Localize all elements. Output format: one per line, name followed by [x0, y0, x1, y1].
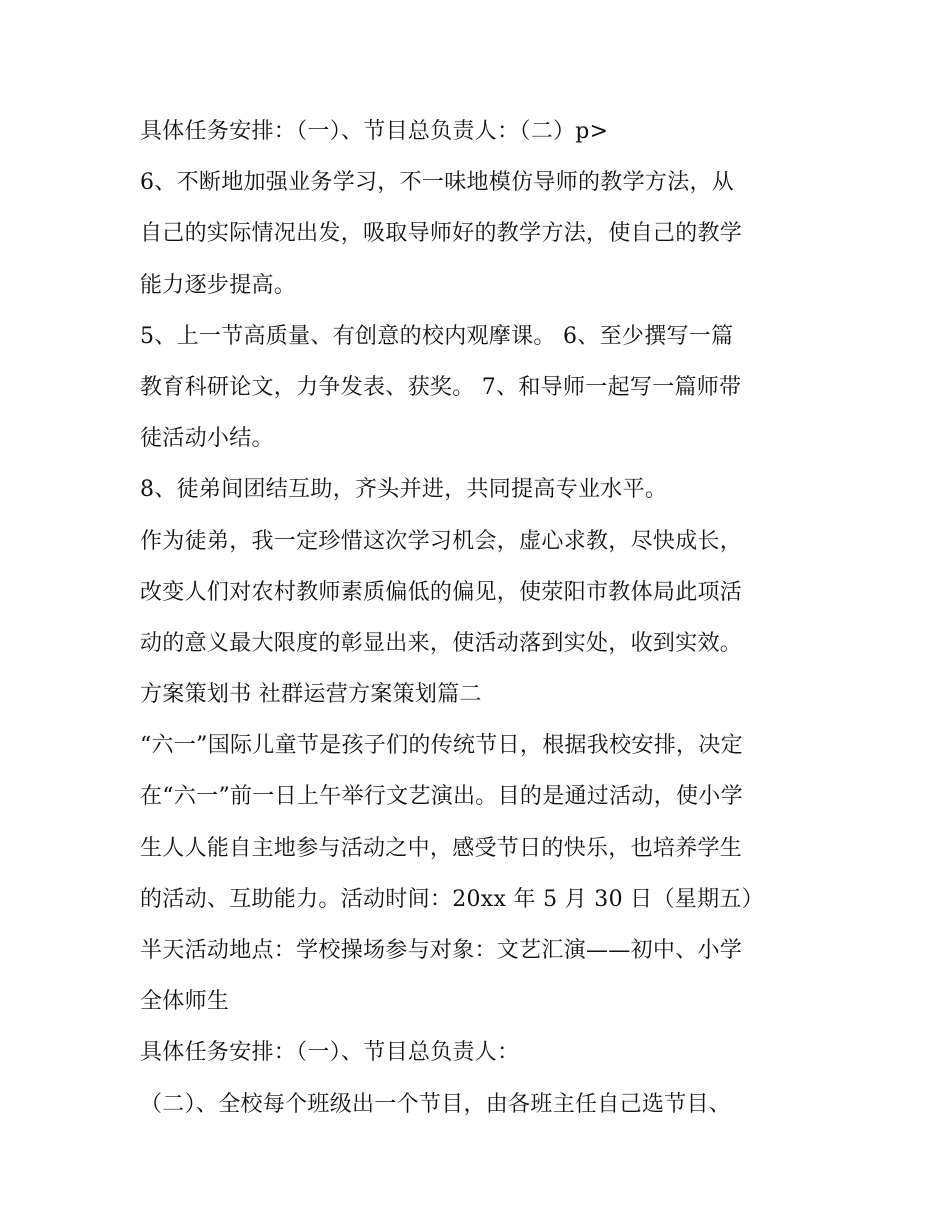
text-line-10: 改变人们对农村教师素质偏低的偏见，使荥阳市教体局此项活 — [140, 579, 743, 605]
text-line-20: （二）、全校每个班级出一个节目，由各班主任自己选节目、 — [140, 1091, 732, 1117]
text-line-8: 8、徒弟间团结互助，齐头并进，共同提高专业水平。 — [140, 477, 668, 503]
text-line-3: 自己的实际情况出发，吸取导师好的教学方法，使自己的教学 — [140, 221, 743, 247]
text-line-19: 具体任务安排：（一）、节目总负责人： — [140, 1040, 520, 1066]
document-body — [140, 106, 820, 1130]
text-line-4: 能力逐步提高。 — [140, 272, 297, 298]
text-line-7: 徒活动小结。 — [140, 426, 274, 452]
text-line-1: 具体任务安排：（一）、节目总负责人：（二）p> — [140, 119, 609, 144]
text-line-14: 在“六一”前一日上午举行文艺演出。目的是通过活动，使小学 — [140, 784, 743, 810]
text-line-2: 6、不断地加强业务学习，不一味地模仿导师的教学方法，从 — [140, 170, 735, 196]
text-line-13: “六一”国际儿童节是孩子们的传统节日，根据我校安排，决定 — [140, 733, 743, 759]
text-line-16: 的活动、互助能力。活动时间：20xx 年 5 月 30 日（星期五） — [140, 886, 764, 912]
text-line-17: 半天活动地点：学校操场参与对象：文艺汇演——初中、小学 — [140, 938, 743, 963]
text-line-11: 动的意义最大限度的彰显出来，使活动落到实处，收到实效。 — [140, 630, 743, 656]
section-heading: 方案策划书 社群运营方案策划篇二 — [140, 682, 482, 708]
text-line-9: 作为徒弟，我一定珍惜这次学习机会，虚心求教，尽快成长， — [140, 528, 743, 554]
text-line-6: 教育科研论文，力争发表、获奖。 7、和导师一起写一篇师带 — [140, 374, 742, 400]
text-line-15: 生人人能自主地参与活动之中，感受节日的快乐，也培养学生 — [140, 835, 743, 861]
text-line-5: 5、上一节高质量、有创意的校内观摩课。 6、至少撰写一篇 — [140, 323, 734, 349]
text-line-18: 全体师生 — [140, 989, 230, 1015]
